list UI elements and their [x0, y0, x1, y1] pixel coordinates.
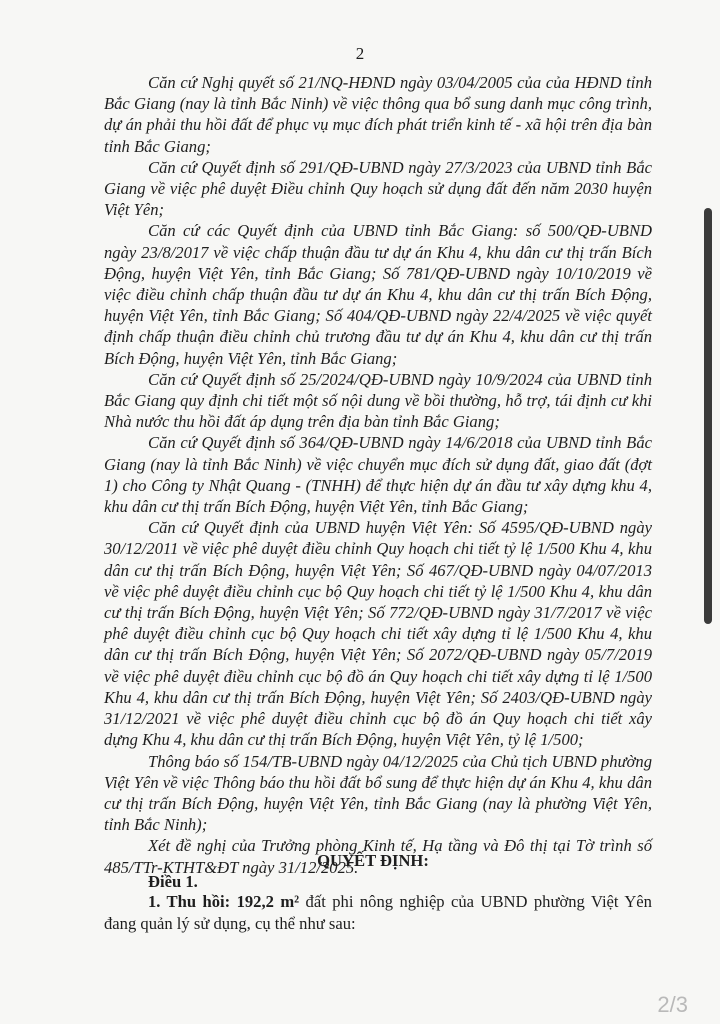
paragraph-announcement: Thông báo số 154/TB-UBND ngày 04/12/2025 của Chủ tịch UBND phường Việt Yên về việc Thông báo thu hồi đất bổ sung để thực hiện dự án Khu 4, khu dân cư thị trấn Bích Động, huyện Việt Yên, tỉnh Bắc Giang (nay là phường Việt Yên, tỉnh Bắc Ninh); — [104, 751, 652, 835]
paragraph-legal-basis-4: Căn cứ Quyết định số 25/2024/QĐ-UBND ngày 10/9/2024 của UBND tỉnh Bắc Giang quy định chi tiết một số nội dung về bồi thường, hỗ trợ, tái định cư khi Nhà nước thu hồi đất áp dụng trên địa bàn tỉnh Bắc Giang; — [104, 369, 652, 432]
paragraph-proposal: Xét đề nghị của Trưởng phòng Kinh tế, Hạ tầng và Đô thị tại Tờ trình số 485/TTr-KTHT&ĐT ngày 31/12/2025. — [104, 836, 652, 877]
page-number: 2 — [355, 44, 365, 63]
article-area: 192,2 m² — [236, 892, 300, 911]
article-label: Điều 1. — [148, 872, 198, 891]
article-item-label: 1. Thu hồi: — [148, 892, 231, 911]
paragraph-legal-basis-6: Căn cứ Quyết định của UBND huyện Việt Yên: Số 4595/QĐ-UBND ngày 30/12/2011 về việc phê duyệt điều chỉnh Quy hoạch chi tiết tỷ lệ 1/500 Khu 4, khu dân cư thị trấn Bích Động, huyện Việt Yên; Số 467/QĐ-UBND ngày 04/07/2013 về việc phê duyệt điều chỉnh cục bộ Quy hoạch chi tiết tỷ lệ 1/500 Khu 4, khu dân cư thị trấn Bích Động, huyện Việt Yên; Số 772/QĐ-UBND ngày 31/7/2017 về việc phê duyệt điều chỉnh cục bộ Quy hoạch chi tiết xây dựng tỉ lệ 1/500 Khu 4, khu dân cư thị trấn Bích Động, huyện Việt Yên; Số 2072/QĐ-UBND ngày 05/7/2019 về việc phê duyệt điều chỉnh cục bộ đồ án Quy hoạch chi tiết xây dựng tỉ lệ 1/500 Khu 4, khu dân cư thị trấn Bích Động, huyện Việt Yên; Số 2403/QĐ-UBND ngày 31/12/2021 về việc phê duyệt điều chỉnh cục bộ đồ án Quy hoạch chi tiết xây dựng Khu 4, khu dân cư thị trấn Bích Động, huyện Việt Yên, tỷ lệ 1/500; — [104, 518, 652, 750]
paragraph-legal-basis-5: Căn cứ Quyết định số 364/QĐ-UBND ngày 14/6/2018 của UBND tỉnh Bắc Giang (nay là tỉnh Bắc Ninh) về việc chuyển mục đích sử dụng đất, giao đất (đợt 1) cho Công ty Nhật Quang - (TNHH) để thực hiện dự án đầu tư xây dựng khu 4, khu dân cư thị trấn Bích Động, huyện Việt Yên, tỉnh Bắc Giang; — [104, 433, 652, 517]
article-text: đất phi nông nghiệp của UBND phường Việt Yên đang quản lý sử dụng, cụ thể như sau: — [104, 892, 652, 933]
scrollbar-thumb[interactable] — [704, 208, 712, 624]
document-body — [104, 72, 652, 878]
decision-title: QUYẾT ĐỊNH: — [317, 851, 429, 870]
paragraph-legal-basis-1: Căn cứ Nghị quyết số 21/NQ-HĐND ngày 03/04/2005 của của HĐND tỉnh Bắc Giang (nay là tỉnh Bắc Ninh) về việc thông qua bổ sung danh mục công trình, dự án phải thu hồi đất để phục vụ mục đích phát triển kinh tế - xã hội trên địa bàn tỉnh Bắc Giang; — [104, 73, 652, 156]
paragraph-legal-basis-3: Căn cứ các Quyết định của UBND tỉnh Bắc Giang: số 500/QĐ-UBND ngày 23/8/2017 về việc chấp thuận đầu tư dự án Khu 4, khu dân cư thị trấn Bích Động, huyện Việt Yên, tỉnh Bắc Giang; Số 781/QĐ-UBND ngày 10/10/2019 về việc điều chỉnh chấp thuận đầu tư dự án Khu 4, khu dân cư thị trấn Bích Động, huyện Việt Yên, tỉnh Bắc Giang; Số 404/QĐ-UBND ngày 22/4/2025 về việc quyết định chấp thuận điều chỉnh chủ trương đầu tư dự án Khu 4, khu dân cư thị trấn Bích Động, huyện Việt Yên, tỉnh Bắc Giang; — [104, 221, 652, 368]
page-indicator: 2/3 — [657, 992, 688, 1017]
paragraph-legal-basis-2: Căn cứ Quyết định số 291/QĐ-UBND ngày 27/3/2023 của UBND tỉnh Bắc Giang về việc phê duyệt Điều chỉnh Quy hoạch sử dụng đất đến năm 2030 huyện Việt Yên; — [104, 157, 652, 220]
article-clause — [104, 891, 652, 935]
